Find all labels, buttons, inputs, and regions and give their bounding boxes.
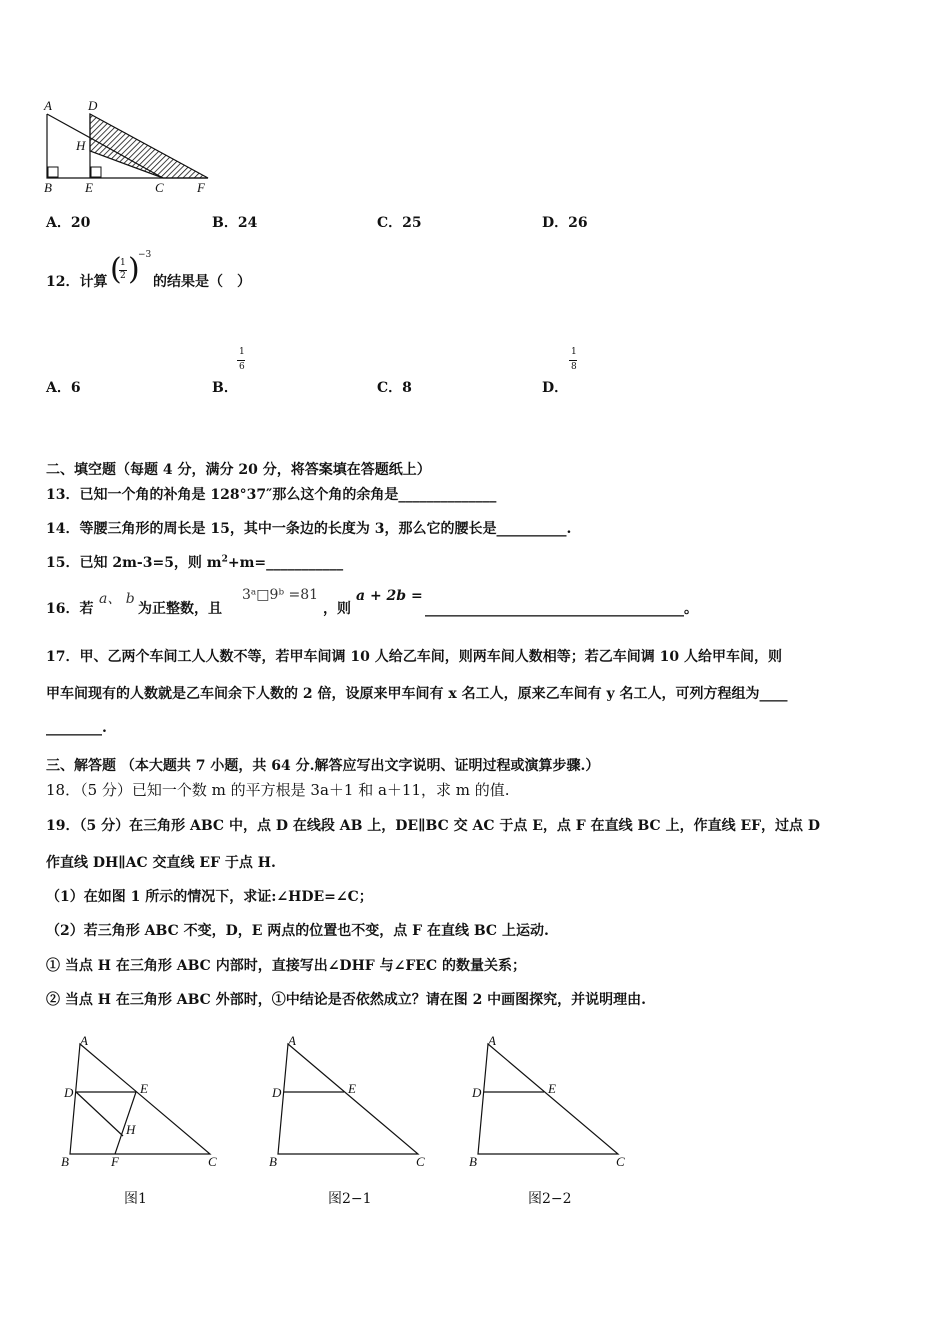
q11-label-e: E — [85, 180, 93, 195]
fig1-label-h: H — [126, 1122, 136, 1137]
fig21-label-b: B — [269, 1154, 277, 1169]
q19-part4: ② 当点 H 在三角形 ABC 外部时，①中结论是否依然成立？请在图 2 中画图探究，并说明理由. — [46, 992, 647, 1008]
section2-heading: 二、填空题（每题 4 分，满分 20 分，将答案填在答题纸上） — [46, 462, 431, 478]
q11-label-a: A — [44, 98, 52, 113]
q17-line3: ________. — [46, 720, 107, 736]
q16-part-a: 16．若 — [46, 601, 94, 617]
q12-option-b: B． — [212, 380, 238, 396]
figure-1-caption: 图1 — [124, 1191, 147, 1207]
q11-option-c: C．25 — [377, 215, 422, 231]
q12-suffix: 的结果是（ ） — [153, 274, 251, 290]
q15-sup: 2 — [221, 554, 228, 565]
q12-expr-exp: −3 — [138, 250, 152, 260]
q17-line2: 甲车间现有的人数就是乙车间余下人数的 2 倍，设原来甲车间有 x 名工人，原来乙车间有 y 名工人，可列方程组为____ — [46, 686, 788, 702]
fig1-label-e: E — [140, 1081, 148, 1096]
q12-option-d-num: 1 — [571, 347, 577, 357]
q13-text: 13．已知一个角的补角是 128°37″那么这个角的余角是______________ — [46, 487, 497, 503]
q11-option-b: B．24 — [212, 215, 258, 231]
fig22-label-c: C — [616, 1154, 625, 1169]
q12-option-a: A．6 — [46, 380, 81, 396]
fig21-label-a: A — [288, 1033, 296, 1048]
fig1-label-d: D — [64, 1085, 74, 1100]
q15-part-b: +m=___________ — [227, 555, 344, 571]
q16-blank: _____________________________________。 — [425, 601, 698, 617]
q12-expr-den: 2 — [120, 271, 126, 281]
figure-2-1-caption: 图2−1 — [328, 1191, 372, 1207]
q19-part3: ① 当点 H 在三角形 ABC 内部时，直接写出∠DHF 与∠FEC 的数量关系； — [46, 958, 526, 974]
fig21-label-d: D — [272, 1085, 282, 1100]
q12-option-b-num: 1 — [239, 347, 245, 357]
q15-part-a: 15．已知 2m-3=5，则 m — [46, 555, 222, 571]
fig22-label-e: E — [548, 1081, 556, 1096]
q19-line2: 作直线 DH∥AC 交直线 EF 于点 H. — [46, 855, 276, 871]
q11-label-h: H — [76, 138, 86, 153]
figure-2-1 — [266, 1032, 436, 1172]
q14-text: 14．等腰三角形的周长是 15，其中一条边的长度为 3，那么它的腰长是__________. — [46, 521, 572, 537]
q11-label-b: B — [44, 180, 52, 195]
q12-option-b-den: 6 — [239, 362, 245, 372]
q15-text — [46, 552, 343, 572]
q12-option-d: D． — [542, 380, 569, 396]
fig22-label-b: B — [469, 1154, 477, 1169]
q19-part1: （1）在如图 1 所示的情况下，求证:∠HDE=∠C； — [46, 889, 373, 905]
figure-2-2 — [466, 1032, 636, 1172]
q16-vars: a、 b — [99, 591, 135, 607]
fig1-label-f: F — [111, 1154, 119, 1169]
q16-part-c: ，则 — [323, 601, 351, 617]
section3-heading: 三、解答题 （本大题共 7 小题，共 64 分.解答应写出文字说明、证明过程或演算步骤.） — [46, 758, 600, 774]
q12-prefix: 12．计算 — [46, 274, 108, 290]
q11-figure — [38, 96, 218, 196]
q12-expression: ( 1 2 ) −3 — [110, 250, 152, 287]
figure-1 — [58, 1032, 228, 1172]
q12-expr-num: 1 — [120, 258, 126, 268]
q16-expr: 3ᵃ□9ᵇ =81 — [242, 587, 319, 603]
q18-text: 18．（5 分）已知一个数 m 的平方根是 3a＋1 和 a＋11，求 m 的值. — [46, 781, 510, 799]
figure-2-2-caption: 图2−2 — [528, 1191, 572, 1207]
fig1-label-a: A — [80, 1033, 88, 1048]
q11-option-d: D．26 — [542, 215, 588, 231]
q19-part2: （2）若三角形 ABC 不变，D，E 两点的位置也不变，点 F 在直线 BC 上运动. — [46, 923, 549, 939]
q11-label-c: C — [155, 180, 164, 195]
q11-label-f: F — [197, 180, 205, 195]
fig1-label-c: C — [208, 1154, 217, 1169]
q16-part-b: 为正整数，且 — [138, 601, 222, 617]
fig1-label-b: B — [61, 1154, 69, 1169]
q11-label-d: D — [88, 98, 98, 113]
fig21-label-c: C — [416, 1154, 425, 1169]
q19-line1: 19．（5 分）在三角形 ABC 中，点 D 在线段 AB 上，DE∥BC 交 AC 于点 E，点 F 在直线 BC 上，作直线 EF，过点 D — [46, 818, 821, 834]
q12-option-d-den: 8 — [571, 362, 577, 372]
fig22-label-a: A — [488, 1033, 496, 1048]
q16-expr2: a + 2b = — [356, 588, 423, 604]
fig21-label-e: E — [348, 1081, 356, 1096]
q17-line1: 17．甲、乙两个车间工人人数不等，若甲车间调 10 人给乙车间，则两车间人数相等；若乙车间调 10 人给甲车间，则 — [46, 649, 782, 665]
fig22-label-d: D — [472, 1085, 482, 1100]
q12-option-c: C．8 — [377, 380, 412, 396]
q11-option-a: A．20 — [46, 215, 91, 231]
